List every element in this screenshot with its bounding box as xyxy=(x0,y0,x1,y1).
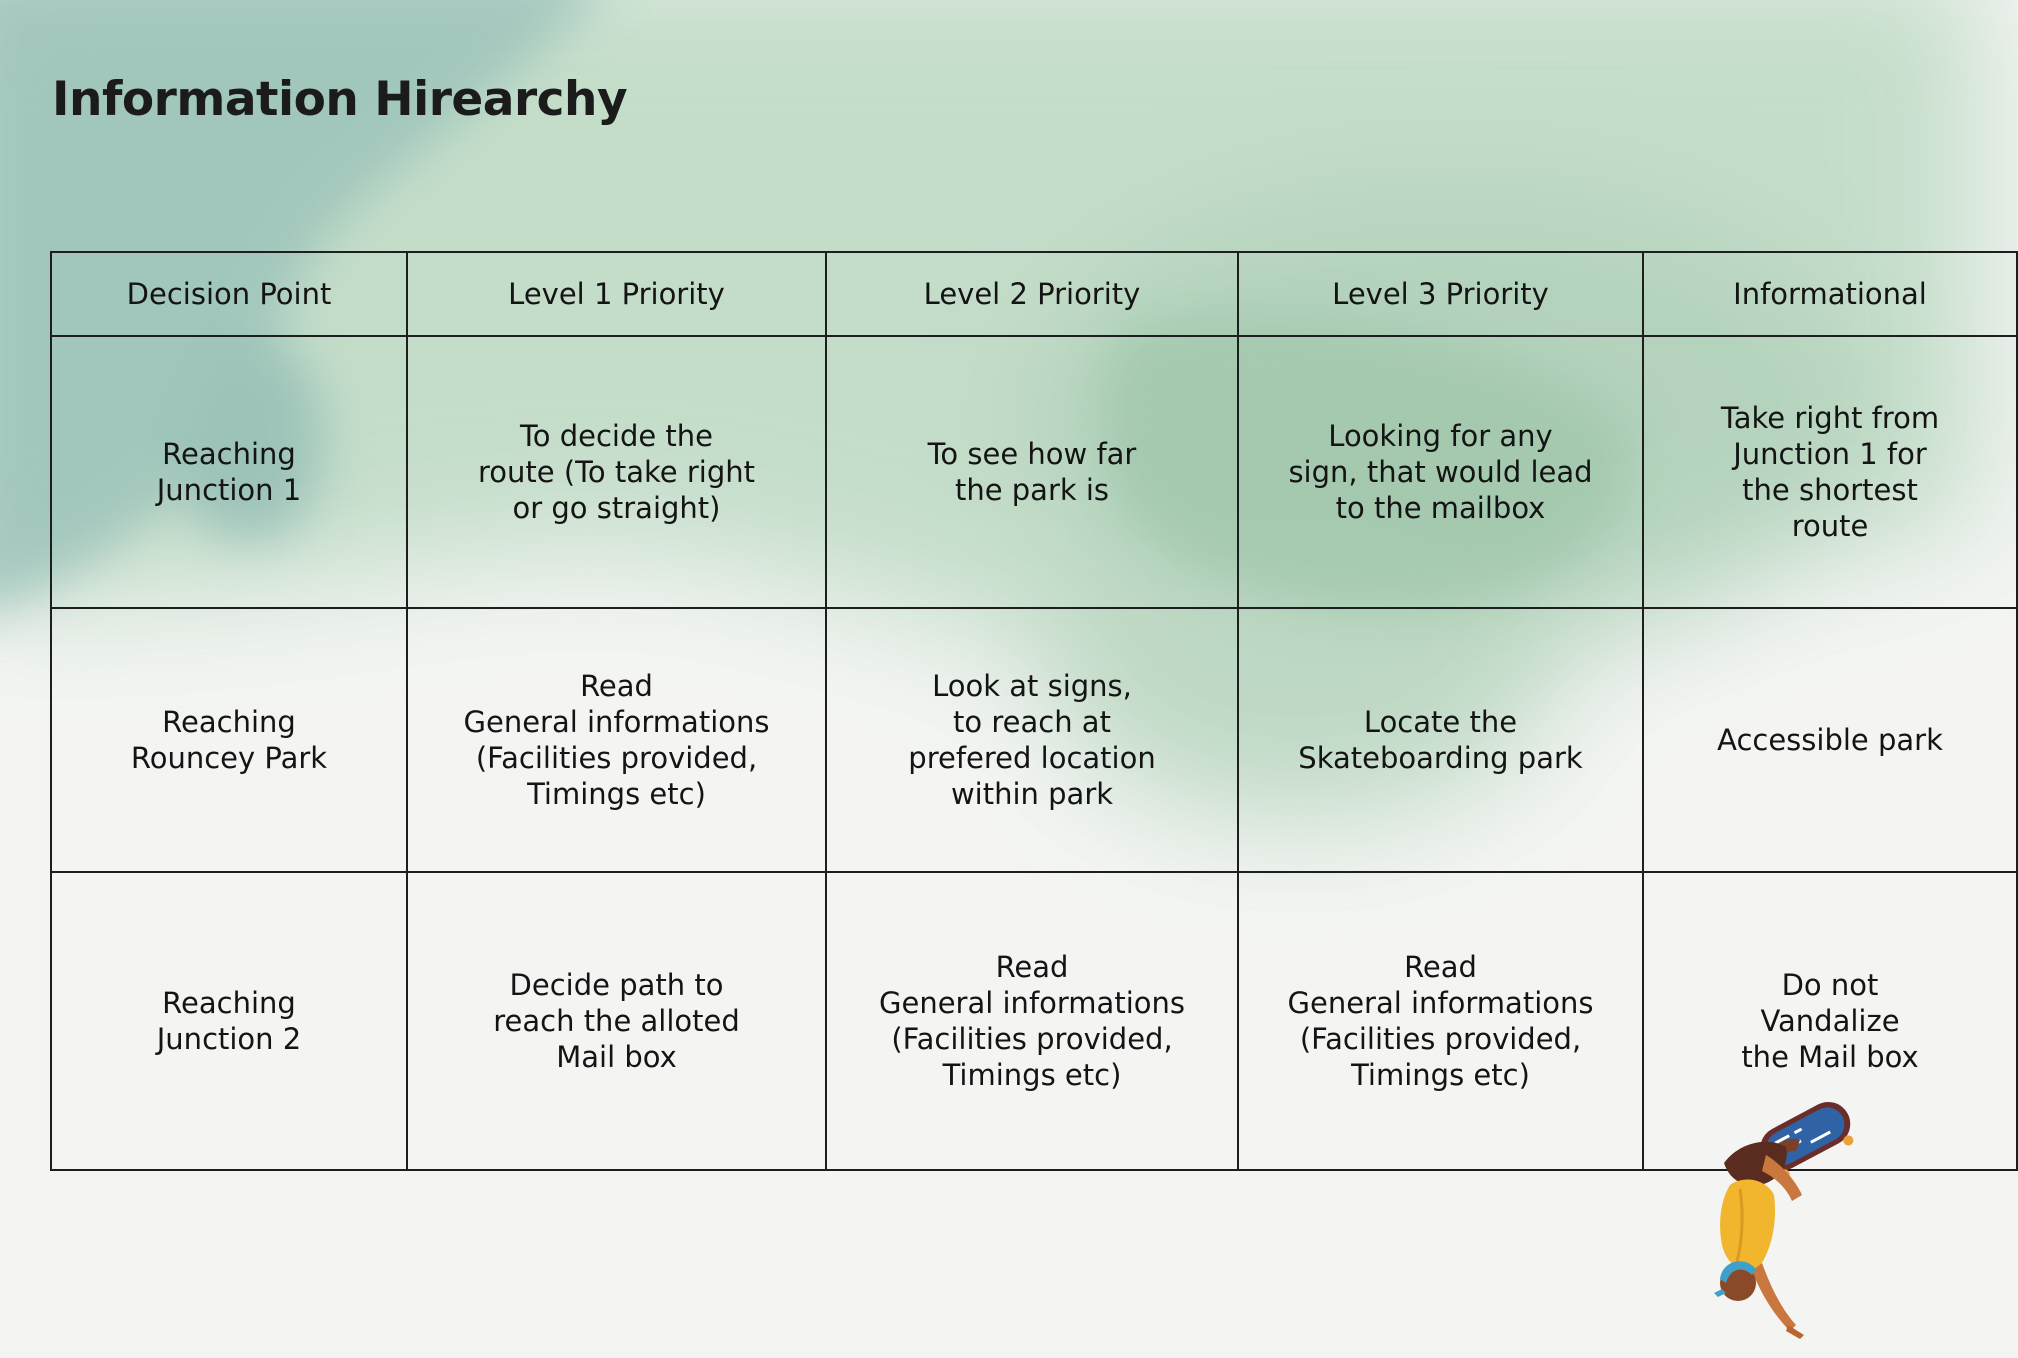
cell-level-2-priority: Look at signs, to reach at prefered location within park xyxy=(826,608,1238,872)
header-level-2-priority: Level 2 Priority xyxy=(826,252,1238,336)
cell-informational: Take right from Junction 1 for the shortest route xyxy=(1643,336,2017,608)
cell-informational: Do not Vandalize the Mail box xyxy=(1643,872,2017,1170)
cell-level-3-priority: Looking for any sign, that would lead to the mailbox xyxy=(1238,336,1643,608)
information-hierarchy-table xyxy=(50,251,2018,1171)
skateboarder-icon xyxy=(1700,1085,1880,1340)
cell-level-1-priority: To decide the route (To take right or go straight) xyxy=(407,336,826,608)
page-title: Information Hirearchy xyxy=(52,72,628,127)
cell-level-2-priority: To see how far the park is xyxy=(826,336,1238,608)
cell-decision-point: Reaching Junction 2 xyxy=(51,872,407,1170)
cell-decision-point: Reaching Rouncey Park xyxy=(51,608,407,872)
cell-level-1-priority: Decide path to reach the alloted Mail box xyxy=(407,872,826,1170)
cell-level-1-priority: Read General informations (Facilities provided, Timings etc) xyxy=(407,608,826,872)
table-row xyxy=(51,608,2017,872)
cell-level-3-priority: Read General informations (Facilities provided, Timings etc) xyxy=(1238,872,1643,1170)
cell-level-2-priority: Read General informations (Facilities provided, Timings etc) xyxy=(826,872,1238,1170)
table-header-row xyxy=(51,252,2017,336)
header-decision-point: Decision Point xyxy=(51,252,407,336)
cell-decision-point: Reaching Junction 1 xyxy=(51,336,407,608)
cell-level-3-priority: Locate the Skateboarding park xyxy=(1238,608,1643,872)
cell-informational: Accessible park xyxy=(1643,608,2017,872)
header-level-1-priority: Level 1 Priority xyxy=(407,252,826,336)
table-row xyxy=(51,336,2017,608)
header-level-3-priority: Level 3 Priority xyxy=(1238,252,1643,336)
header-informational: Informational xyxy=(1643,252,2017,336)
